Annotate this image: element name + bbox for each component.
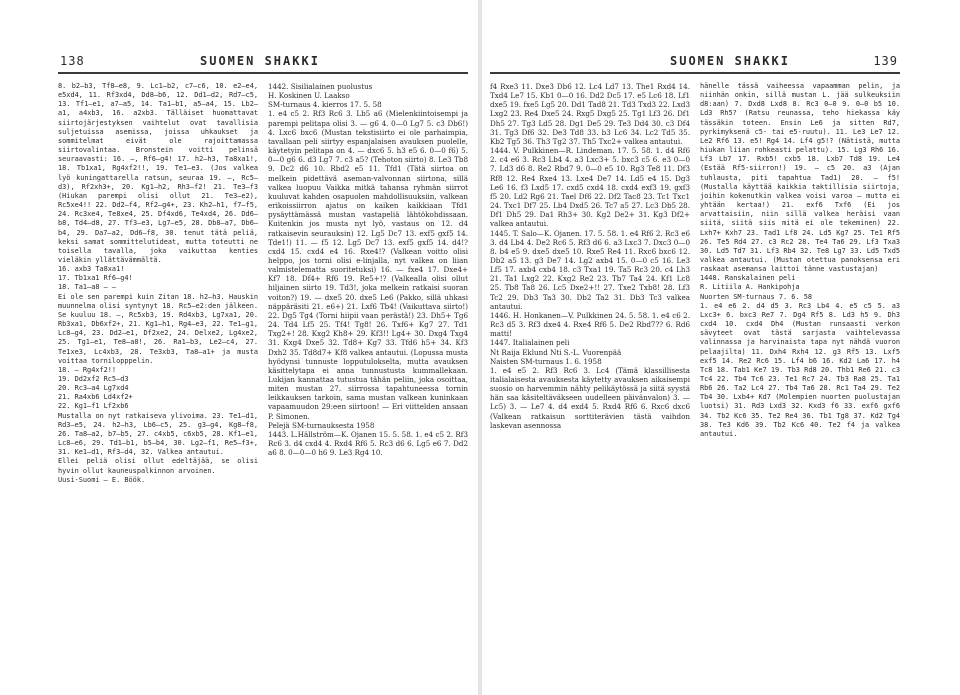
page-number: 139 bbox=[873, 54, 898, 68]
left-page bbox=[0, 0, 478, 695]
page-number: 138 bbox=[60, 54, 85, 68]
right-page bbox=[482, 0, 960, 695]
right-page-header bbox=[490, 52, 900, 74]
right-column-1: f4 Rxe3 11. Dxe3 Db6 12. Lc4 Ld7 13. The1 Rxd4 14. Txd4 Le7 15. Kb1 0—0 16. Dd2 Dc5 17. e5 Lc6 18. Lf1 dxe5 19. fxe5 Lg5 20. Dd1 Tad8 21. Td3 Txd3 22. Lxd3 Lxg2 23. Re4 Dxe5 24. Rxg5 Dxg5 25. Tg1 Lf3 26. Df1 Dh5 27. Tg3 Ld5 28. Dg1 De5 29. Te3 Dd4 30. c3 Df4 31. Tg3 Df6 32. De3 Td8 33. b3 Lc6 34. Lc2 Td5 35. Kb2 Tg5 36. Th3 Tg2 37. Th5 Txc2+ valkea antautui. 1444. V. Pulkkinen—R. Lindeman. 17. 5. 58. 1. d4 Rf6 2. c4 e6 3. Rc3 Lb4 4. a3 Lxc3+ 5. bxc3 c5 6. e3 0—0 7. Ld3 d6 8. Re2 Rbd7 9. 0—0 e5 10. Rg3 Te8 11. Df3 Rf8 12. Re4 Rxe4 13. Lxe4 De7 14. Ld5 e4 15. Dg3 Le6 16. f3 Lxd5 17. cxd5 cxd4 18. cxd4 exf3 19. gxf3 f5 20. Ld2 Rg6 21. Tael Df6 22. Df2 Tac8 23. Tc1 Txc1 24. Txc1 Df7 25. Lb4 Dxd5 26. Tc7 a5 27. Lc3 Db5 28. Df1 Dh5 29. Da1 Rh3+ 30. Kg2 De2+ 31. Kg3 Df2+ valkea antautui. 1445. T. Salo—K. Ojanen. 17. 5. 58. 1. e4 Rf6 2. Rc3 e6 3. d4 Lb4 4. De2 Rc6 5. Rf3 d6 6. a3 Lxc3 7. Dxc3 0—0 8. b4 e5 9. dxe5 dxe5 10. Rxe5 Re4 11. Rxc6 bxc6 12. Db2 a5 13. g3 De7 14. Lg2 axb4 15. 0—0 c5 16. Le3 Lf5 17. axb4 cxb4 18. c3 Txa1 19. Ta5 Rc3 20. c4 Lh3 21. Ta1 Lxg2 22. Kxg2 Re2 23. Tb7 Ta4 24. Kf1 Lc8 25. Tb8 Ta8 26. Lc5 Dxe2+!! 27. Txe2 Txb8! 28. Lf3 Tc2 29. Db3 Ta3 30. Db2 Ta2 31. Db3 Tc3 valkea antautui. 1446. H. Honkanen—V. Pulkkinen 24. 5. 58. 1. e4 c6 2. Rc3 d5 3. Rf3 dxe4 4. Rxe4 Rf6 5. De2 Rbd7?? 6. Rd6 matti! 1447. Italialainen peli Nt Raija Eklund Nti S.-L. Vuorenpää Naisten SM-turnaus 1. 6. 1958 1. e4 e5 2. Rf3 Rc6 3. Lc4 (Tämä klassillisesta italialaisesta avauksesta käytetty avauksen aikaisempi suosio on harvemmin nähty pelikäytössä ja siitä syystä hän saa käsiteltäväkseen uudelleen päivänvalon) 3. — Lc5) 3. — Le7 4. d4 exd4 5. Rxd4 Rf6 6. Rxc6 dxc6 (Valkean ratkaisun sorttiterävien tästä vaihdon laskevan asennossa bbox=[490, 82, 690, 430]
running-head: SUOMEN SHAKKI bbox=[670, 54, 790, 68]
left-page-header bbox=[58, 52, 468, 74]
left-column-1: 8. b2—b3, Tf8—e8, 9. Lc1—b2, c7—c6, 10. e2—e4, e5xd4, 11. Rf3xd4, Dd8—b6, 12. Dd1—d2, Rd7—c5, 13. Tf1—e1, a7—a5, 14. Ta1—b1, a5—a4, 15. Lb2—a1, a4xb3, 16. a2xb3. Tälläiset huomattavat siirtojärjestyksen vaihtelut ovat tavallisia suljetuissa asemissa, joissa uhkaukset ja sommitelmat eivät ole rajoittamassa siirtovalintaa. Bronstein voitti pelinsä seuraavasti: 16. —, Rf6—g4! 17. h2—h3, Ta8xa1!, 18. Tb1xa1, Rg4xf2!!, 19. Te1—e3. (Jos valkea lyö kuningattarella ratsun, seuraa 19. —, Rc5—d3), Rf2xh3+, 20. Kg1—h2, Rh3—f2! 21. Te3—f3 (Hiukan parempi olisi ollut 21. Te3—e2), Rc5xe4!! 22. Dd2—f4, Rf2—g4+, 23. Kh2—h1, f7—f5, 24. Rc3xe4, Te8xe4, 25. Df4xd6, Te4xd4, 26. Dd6—b8, Td4—d8, 27. Tf3—e3, Lg7—e5, 28. Db8—a7, Db6—b4, 29. Da7—a2, Dd6—f8, 30. tenut tätä peliä, keksi samat sommittelutideat, mutta toteutti ne toisella tavalla, joka vaikuttaa kenties vieläkin yllättävämmältä. 16. axb3 Ta8xa1! 17. Tb1xa1 Rf6—g4! 18. Ta1—a8 — — Ei ole sen parempi kuin Zitan 18. h2—h3. Hauskin muunnelma olisi syntynyt 18. Rc5—e2:den jälkeen. Se kuuluu 18. —, Rc5xb3, 19. Rd4xb3, Lg7xa1, 20. Rb3xa1, Db6xf2+, 21. Kg1—h1, Rg4—e3, 22. Te1—g1, Lc8—g4, 23. Dd2—e1, Df2xe2, 24. Delxe2, Lg4xe2, 25. Tg1—e1, Te8—a8!, 26. Ra1—b3, Le2—c4, 27. Te1xe3, Lc4xb3, 28. Te3xb3, Ta8—a1+ ja musta voittaa tornilopppelin. 18. — Rg4xf2!! 19. Dd2xf2 Rc5—d3 20. Rc3—a4 Lg7xd4 21. Ra4xb6 Ld4xf2+ 22. Kg1—f1 Lf2xb6 Mustalla on nyt ratkaiseva ylivoima. 23. Te1—d1, Rd3—e5, 24. h2—h3, Lb6—c5, 25. g3—g4, Kg8—f8, 26. Ta8—a2, b7—b5, 27. c4xb5, c6xb5, 28. Kf1—e1, Lc8—e6, 29. Td1—b1, b5—b4, 30. Lg2—f1, Re5—f3+, 31. Ke1—d1, Rf3—d4, 32. Valkea antautui. Ellei peliä olisi ollut edeltäjää, se olisi hyvin ollut kauneuspalkinnon arvoinen. Uusi-Suomi — E. Böök. bbox=[58, 82, 258, 484]
right-column-2: hänelle tässä vaiheessa vapaamman pelin, ja niinhän onkin, sillä mustan L. jää sulkeuksiin d8:aan) 7. Dxd8 Lxd8 8. Rc3 0—0 9. 0—0 b5 10. Ld3 Rh5? (Ratsu reunassa, teho hiekassa käy tässäkin toteen. Ensin Le6 ja sitten Rd7, pyrkimyksenä c5- tai e5-ruutu). 11. Le3 Le7 12. Le2 Rf6 13. e5! Rg4 14. Lf4 g5!? (Nätistä, mutta hiukan liian rohkeasti pelattu). 15. Lg3 Rh6 16. Lf3 Lb7 17. Rxb5! cxb5 18. Lxb7 Td8 19. Le4 (Estää Rf5-siirron!) 19. — c5 20. a3 (Ajan tuhlausta, piti tapahtua Tad1) 20. — f5! (Mustalla käyttää kaikkia taktillisia siirtoja, joihin kokenutkin valkea voisi varoa — mutta ei yhtään kertaa!) 21. exf6 Txf6 (Ei jos arvattaisiin, niin sillä valkea heräisi vaan siitä, siitä siis mitä ei ole tekeminen) 22. Lxh7+ Kxh7 23. Tad1 Lf8 24. Ld5 Kg7 25. Te1 Rf5 26. Te5 Rd4 27. c3 Rc2 28. Te4 Ta6 29. Lf3 Txa3 30. Ld5 Td7 31. Lf3 Rb4 32. Te8 Lg7 33. Ld5 Txd5 valkea antautui. (Mustan otettua panoksensa eri raskaat asemansa laittoi tänne vastustajan) 1448. Ranskalainen peli R. Litiila A. Hankipohja Nuorten SM-turnaus 7. 6. 58 1. e4 e6 2. d4 d5 3. Rc3 Lb4 4. e5 c5 5. a3 Lxc3+ 6. bxc3 Re7 7. Dg4 Rf5 8. Ld3 h5 9. Dh3 cxd4 10. cxd4 Dh4 (Mustan runsaasti verkon sävyteet ovat tästä sarjasta vaihtelevassa valinnassa ja harvinaista tapa nyt nähdä vuoron pelaajilta) 11. Dxh4 Rxh4 12. g3 Rf5 13. Lxf5 exf5 14. Re2 Rc6 15. Lf4 b6 16. Kd2 La6 17. h4 Tc8 18. Tab1 Ke7 19. Tb3 Rd8 20. Thb1 Re6 21. c3 Tc4 22. Tb4 Tc6 23. Te1 Rc7 24. Tb3 Ra8 25. Ta1 Rb6 26. Ta2 Lc4 27. Tb4 Ta6 28. Rc1 Ta4 29. Te2 Tb4 30. Lxb4+ Kd7 (Molempien nuorten puolustajan luotsi) 31. Rd3 Lxd3 32. Kxd3 f6 33. exf6 gxf6 34. Tb2 Kc6 35. Te2 Re4 36. Tb1 Tg8 37. Kd2 Tg4 38. Te3 Kd6 39. Tb2 Kc6 40. Te2 f4 ja valkea antautui. bbox=[700, 82, 900, 438]
left-column-2: 1442. Sisilialainen puolustus H. Koskinen U. Laakso SM-turnaus 4. kierros 17. 5. 58 1. e4 c5 2. Rf3 Rc6 3. Lb5 a6 (Mielenkiintoisempi ja parempi pelitapa olisi 3. — g6 4. 0—0 Lg7 5. c3 Db6!) 4. Lxc6 bxc6 (Mustan tekstisiirto ei ole parhaimpia, tavallaan peli siirtyy espanjalaisen avauksen puolelle, käytetyin pelitapa on 4. — dxc6 5. h3 e5 6. 0—0 f6) 5. 0—0 g6 6. d3 Lg7 7. c3 a5? (Tehoton siirto) 8. Le3 Tb8 9. Dc2 d6 10. Rbd2 e5 11. Tfd1 (Tätä siirtoa on melkein pidettävä aseman-valvonnan siirtona, sillä valkea luopuu Vaikka mitkä tahansa ryhmän siirrot kuuluvat kahden osapuolen mahdollisuuksiin, valkean erikoissiirron ajatus on kaiken kaikkiaan Tfd1 pysäyttämässä mustan vastapeliä lähtökohdissaan. Kuitenkin jos musta nyt lyö, vastaus on 12. d4 ratkaisevin seurauksin) 12. Lg5 Dc7 13. exf5 gxf5 14. Tde1!) 11. — f5 12. Lg5 Dc7 13. exf5 gxf5 14. d4!? cxd4 15. cxd4 e4 16. Rxe4!? (Valkean voitto olisi helppo, jos torni olisi e-linjalla, nyt valkea on liian valmistelematta suoritetuksi) 16. — fxe4 17. Dxe4+ Kf7 18. Df4+ Rf6 19. Re5+!? (Valkealla olisi ollut hiljainen siirto 19. Td3!, joka melkein ratkaisi suoran voiton?) 19. — dxe5 20. dxe5 Le6 (Pakko, sillä uhkasi näppäräsiti 21. e6+) 21. Lxf6 Tb4! (Vaikuttava siirto!) 22. Dg5 Tg4 (Torni hiipii vaan perästä!) 23. Dh5+ Tg6 24. Td4 Lf5 25. Tf4! Tg8! 26. Txf6+ Kg7 27. Td1 Txg2+! 28. Kxg2 Kh8+ 29. Kf3!! Lg4+ 30. Dxg4 Txg4 31. Kxg4 Dxe5 32. Td8+ Kg7 33. Tfd6 h5+ 34. Kf3 Dxh2 35. Td8d7+ Kf8 valkea antautui. (Lopussa musta hyödynsi tunnuste lopputulokselta, mutta avauksen käsittelytapa ei anna tunnustusta kummallekaan. Lukijan kannattaa tutustua tähän peliin, joka osoittaa, miten mustan 27. siirrossa tapahtuneessa tornin leikkauksen tarkoin, sama mustan valkean kuninkaan vapaamuudon 29:een siirtoon! — Eri viittelden ansaan P. Simonen. Pelejä SM-turnauksesta 1958 1443. L.Hällström—K. Ojanen 15. 5. 58. 1. e4 c5 2. Rf3 Rc6 3. d4 cxd4 4. Rxd4 Rf6 5. Rc3 d6 6. Lg5 e6 7. Dd2 a6 8. 0—0—0 h6 9. Le3 Rg4 10. bbox=[268, 82, 468, 458]
running-head: SUOMEN SHAKKI bbox=[200, 54, 320, 68]
